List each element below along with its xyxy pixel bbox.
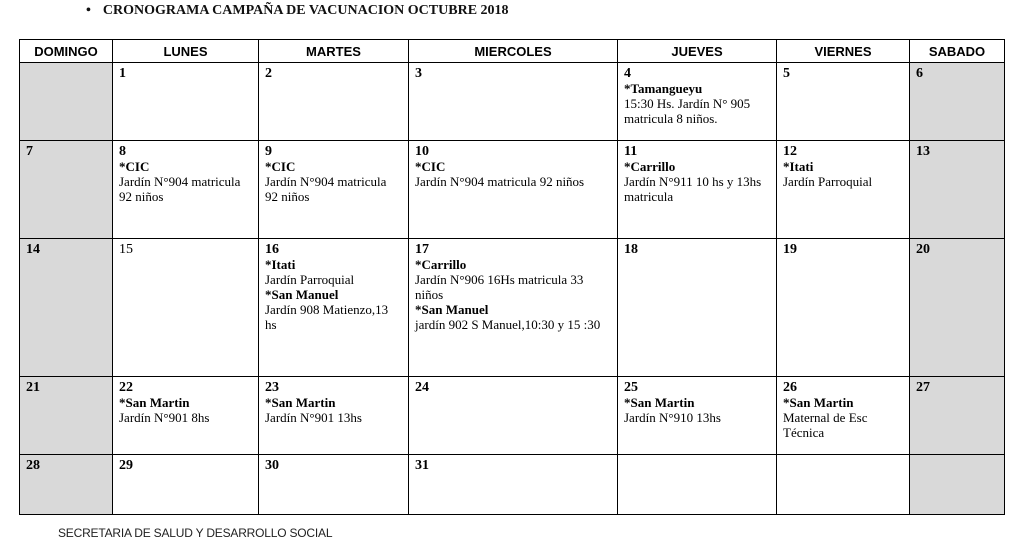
bullet: • (86, 3, 91, 18)
header-row (20, 40, 1005, 63)
day-number: 28 (26, 458, 40, 473)
event-details: Jardín N°904 matricula 92 niños (265, 174, 387, 204)
calendar-day-cell (20, 455, 113, 515)
day-number: 3 (415, 66, 422, 81)
header-lunes: LUNES (113, 40, 259, 63)
event-location: *San Manuel (265, 287, 339, 302)
calendar-day-cell (777, 63, 910, 141)
day-number: 15 (119, 242, 133, 257)
calendar-table (19, 39, 1005, 515)
day-number: 10 (415, 144, 429, 159)
event-details: Jardín N°904 matricula 92 niños (119, 174, 241, 204)
calendar-day-cell (20, 377, 113, 455)
event-location: *CIC (415, 159, 446, 174)
calendar-day-cell (910, 239, 1005, 377)
calendar-day-cell (20, 63, 113, 141)
day-number: 22 (119, 380, 133, 395)
day-number: 11 (624, 144, 638, 159)
event-details: Jardín N°901 13hs (265, 410, 362, 425)
week-row (20, 239, 1005, 377)
day-number: 4 (624, 66, 631, 81)
day-number: 14 (26, 242, 40, 257)
calendar-day-cell (618, 377, 777, 455)
week-row (20, 141, 1005, 239)
day-number: 21 (26, 380, 40, 395)
event-location: *San Martin (624, 395, 695, 410)
event-details: Jardín N°901 8hs (119, 410, 210, 425)
event-details: Maternal de Esc Técnica (783, 410, 868, 440)
day-number: 29 (119, 458, 133, 473)
header-miercoles: MIERCOLES (409, 40, 618, 63)
day-number: 6 (916, 66, 923, 81)
week-row (20, 377, 1005, 455)
event-details: Jardín N°910 13hs (624, 410, 721, 425)
calendar-day-cell (618, 239, 777, 377)
title-text: CRONOGRAMA CAMPAÑA DE VACUNACION OCTUBRE 2018 (102, 3, 509, 18)
event-details: jardín 902 S Manuel,10:30 y 15 :30 (415, 317, 601, 332)
calendar-body (20, 63, 1005, 515)
document-title (86, 3, 509, 19)
footer-text: SECRETARIA DE SALUD Y DESARROLLO SOCIAL (58, 526, 333, 540)
calendar-day-cell (618, 141, 777, 239)
header-sabado: SABADO (910, 40, 1005, 63)
calendar-day-cell (409, 141, 618, 239)
day-number: 19 (783, 242, 797, 257)
calendar-day-cell (618, 63, 777, 141)
calendar-day-cell (777, 455, 910, 515)
calendar-day-cell (259, 63, 409, 141)
calendar-day-cell (20, 141, 113, 239)
event-details: Jardín N°906 16Hs matricula 33 niños (415, 272, 584, 302)
calendar-day-cell (113, 63, 259, 141)
event-location: *Itati (783, 159, 814, 174)
day-number: 16 (265, 242, 279, 257)
day-number: 27 (916, 380, 930, 395)
day-number: 17 (415, 242, 429, 257)
day-number: 20 (916, 242, 930, 257)
header-jueves: JUEVES (618, 40, 777, 63)
calendar-day-cell (910, 63, 1005, 141)
week-row (20, 455, 1005, 515)
day-number: 1 (119, 66, 126, 81)
calendar-day-cell (409, 239, 618, 377)
event-location: *San Martin (265, 395, 336, 410)
event-location: *Carrillo (415, 257, 467, 272)
day-number: 23 (265, 380, 279, 395)
calendar-day-cell (259, 239, 409, 377)
day-number: 30 (265, 458, 279, 473)
calendar-day-cell (618, 455, 777, 515)
calendar-day-cell (113, 141, 259, 239)
calendar-day-cell (777, 239, 910, 377)
calendar-day-cell (113, 377, 259, 455)
calendar-day-cell (259, 455, 409, 515)
header-martes: MARTES (259, 40, 409, 63)
event-details: Jardín Parroquial (783, 174, 873, 189)
calendar-day-cell (777, 141, 910, 239)
event-location: *Itati (265, 257, 296, 272)
calendar-day-cell (910, 377, 1005, 455)
day-number: 18 (624, 242, 638, 257)
event-details: Jardín Parroquial (265, 272, 355, 287)
day-number: 13 (916, 144, 930, 159)
calendar-day-cell (910, 141, 1005, 239)
calendar-day-cell (259, 141, 409, 239)
event-location: *San Manuel (415, 302, 489, 317)
day-number: 12 (783, 144, 797, 159)
calendar-day-cell (20, 239, 113, 377)
event-details: Jardín N°911 10 hs y 13hs matricula (624, 174, 762, 204)
day-number: 8 (119, 144, 126, 159)
day-number: 5 (783, 66, 790, 81)
calendar-day-cell (409, 377, 618, 455)
calendar-day-cell (113, 455, 259, 515)
day-number: 25 (624, 380, 638, 395)
event-location: *CIC (119, 159, 150, 174)
event-location: *CIC (265, 159, 296, 174)
event-location: *San Martin (119, 395, 190, 410)
day-number: 26 (783, 380, 797, 395)
event-location: *Carrillo (624, 159, 676, 174)
event-details: Jardín N°904 matricula 92 niños (415, 174, 585, 189)
event-details: Jardín 908 Matienzo,13 hs (265, 302, 389, 332)
calendar-day-cell (259, 377, 409, 455)
day-number: 7 (26, 144, 33, 159)
calendar-day-cell (409, 63, 618, 141)
calendar-day-cell (113, 239, 259, 377)
event-details: 15:30 Hs. Jardín N° 905 matricula 8 niños. (624, 96, 751, 126)
day-number: 31 (415, 458, 429, 473)
header-viernes: VIERNES (777, 40, 910, 63)
header-domingo: DOMINGO (20, 40, 113, 63)
day-number: 9 (265, 144, 272, 159)
week-row (20, 63, 1005, 141)
event-location: *San Martin (783, 395, 854, 410)
day-number: 24 (415, 380, 429, 395)
calendar-day-cell (409, 455, 618, 515)
day-number: 2 (265, 66, 272, 81)
calendar-day-cell (910, 455, 1005, 515)
calendar-day-cell (777, 377, 910, 455)
event-location: *Tamangueyu (624, 81, 703, 96)
